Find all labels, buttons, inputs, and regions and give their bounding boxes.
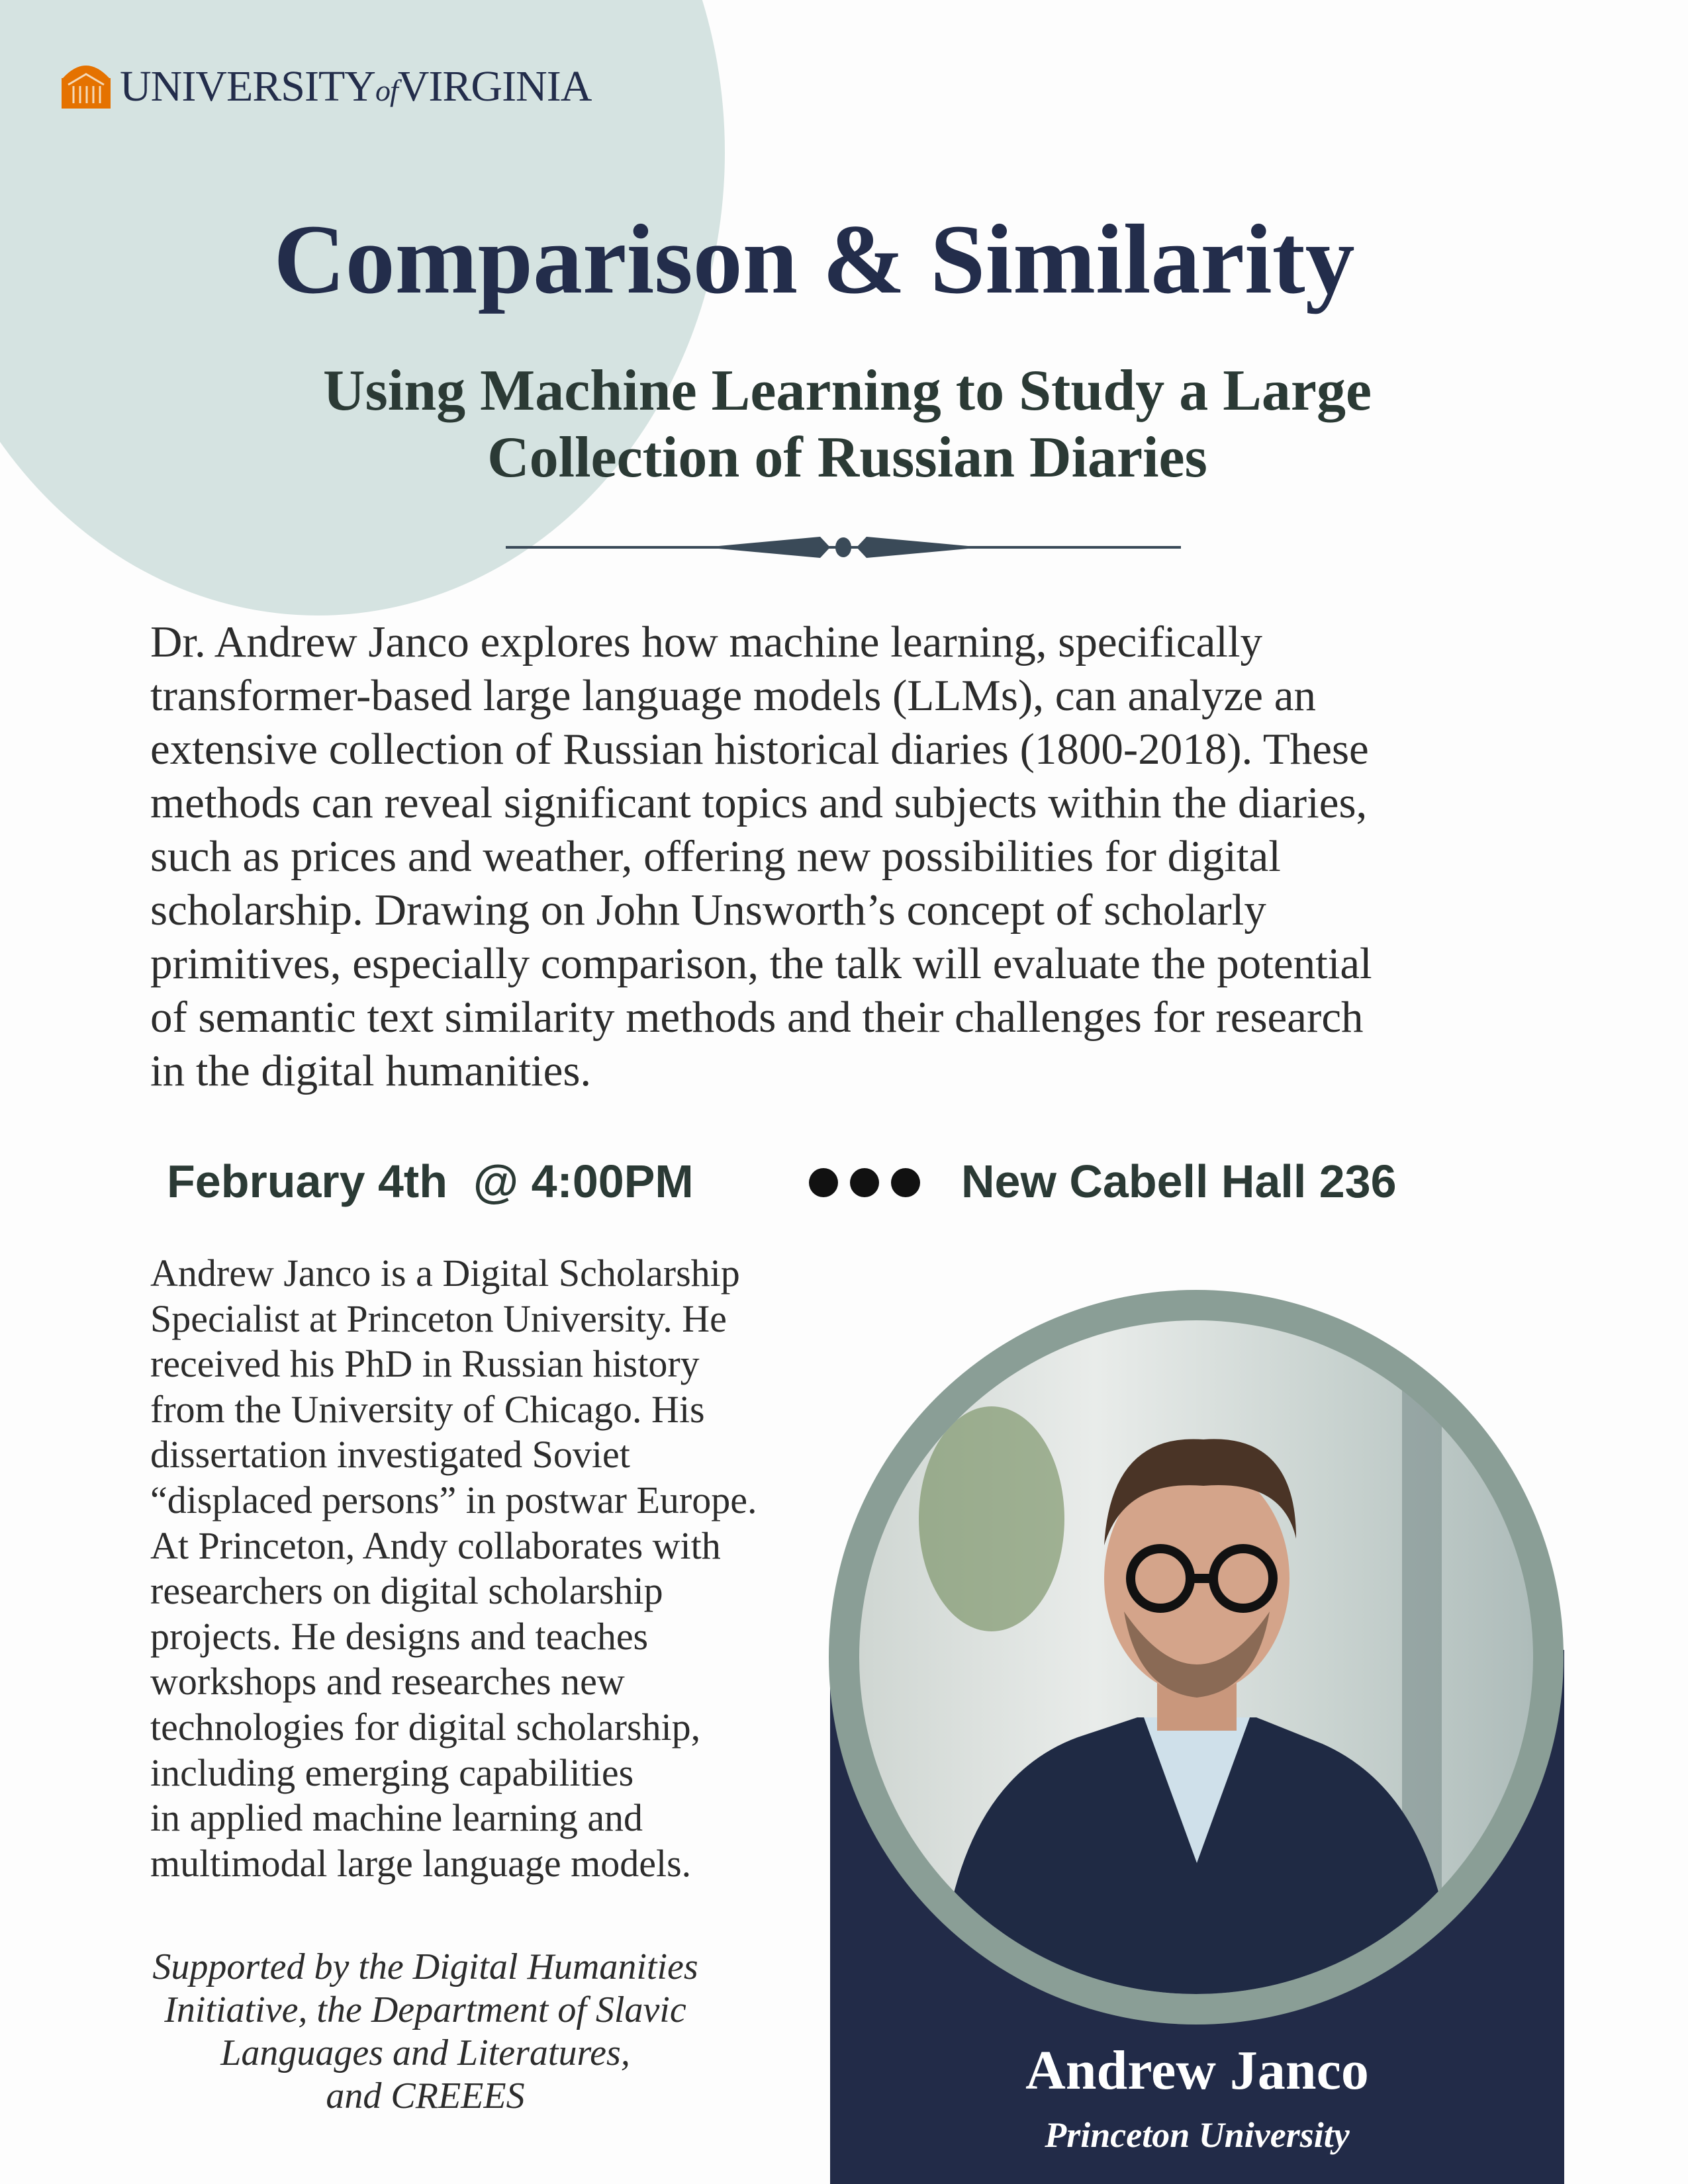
description-line: primitives, especially comparison, the talk will evaluate the potential <box>150 939 1372 988</box>
page-title: Comparison & Similarity <box>273 205 1355 314</box>
speaker-bio <box>150 1251 812 1886</box>
bio-line: “displaced persons” in postwar Europe. <box>150 1478 757 1522</box>
uva-logo <box>62 58 591 109</box>
bio-line: technologies for digital scholarship, <box>150 1705 701 1749</box>
sponsor-line: Supported by the Digital Humanities <box>152 1946 698 1987</box>
bio-line: in applied machine learning and <box>150 1796 643 1840</box>
rotunda-icon <box>62 58 111 109</box>
speaker-name: Andrew Janco <box>1025 2040 1369 2101</box>
description-line: extensive collection of Russian historical diaries (1800-2018). These <box>150 725 1369 774</box>
bio-line: researchers on digital scholarship <box>150 1569 663 1613</box>
bio-line: Andrew Janco is a Digital Scholarship <box>150 1251 740 1295</box>
subtitle <box>199 357 1496 491</box>
event-date-time: February 4th @ 4:00PM <box>167 1156 694 1207</box>
description-line: methods can reveal significant topics and subjects within the diaries, <box>150 778 1368 827</box>
description-line: of semantic text similarity methods and their challenges for research <box>150 993 1364 1042</box>
subtitle-line: Collection of Russian Diaries <box>487 426 1207 490</box>
description-line: scholarship. Drawing on John Unsworth’s concept of scholarly <box>150 886 1266 934</box>
speaker-photo <box>859 1320 1533 1994</box>
bio-line: received his PhD in Russian history <box>150 1342 700 1386</box>
description-line: transformer-based large language models (LLMs), can analyze an <box>150 671 1317 720</box>
logo-university: UNIVERSITY <box>120 62 375 111</box>
speaker-photo-frame <box>829 1290 1564 2025</box>
sponsors <box>113 1946 738 2118</box>
bio-line: projects. He designs and teaches <box>150 1614 649 1658</box>
separator-dots <box>809 1168 920 1197</box>
subtitle-line: Using Machine Learning to Study a Large <box>322 359 1372 423</box>
sponsor-line: Languages and Literatures, <box>220 2032 630 2073</box>
bio-line: from the University of Chicago. His <box>150 1387 705 1431</box>
bio-line: dissertation investigated Soviet <box>150 1433 630 1477</box>
bio-line: including emerging capabilities <box>150 1751 634 1794</box>
description-line: in the digital humanities. <box>150 1046 592 1095</box>
talk-description <box>150 615 1514 1098</box>
description-line: such as prices and weather, offering new possibilities for digital <box>150 832 1281 881</box>
logo-of: of <box>375 73 398 107</box>
bio-line: Specialist at Princeton University. He <box>150 1297 727 1340</box>
event-details <box>0 1155 1523 1214</box>
bio-line: multimodal large language models. <box>150 1841 692 1885</box>
sponsor-line: Initiative, the Department of Slavic <box>164 1989 686 2030</box>
bio-line: workshops and researches new <box>150 1660 625 1704</box>
sponsor-line: and CREEES <box>326 2075 525 2116</box>
event-location: New Cabell Hall 236 <box>961 1156 1397 1207</box>
speaker-affiliation: Princeton University <box>1045 2115 1350 2155</box>
description-line: Dr. Andrew Janco explores how machine learning, specifically <box>150 617 1263 666</box>
ornamental-divider <box>506 533 1181 562</box>
logo-virginia: VIRGINIA <box>397 62 592 111</box>
bio-line: At Princeton, Andy collaborates with <box>150 1524 721 1567</box>
